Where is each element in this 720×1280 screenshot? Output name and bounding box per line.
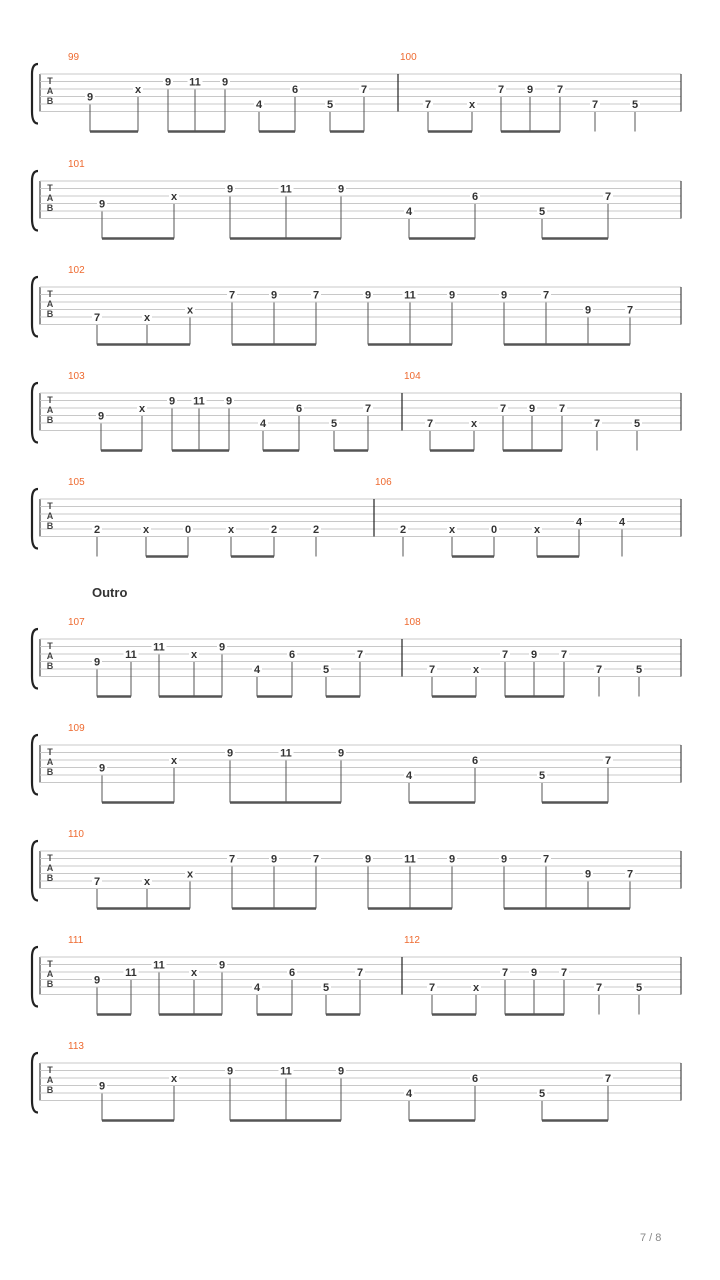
fret-number: 11 (404, 289, 416, 302)
fret-number: 9 (218, 959, 226, 972)
system-bracket (32, 171, 38, 231)
fret-number: 5 (635, 982, 643, 994)
fret-number: x (138, 403, 146, 415)
fret-number: 6 (471, 1073, 479, 1085)
measure-number: 106 (375, 477, 392, 488)
fret-number: 7 (604, 755, 612, 767)
fret-number: 0 (490, 524, 498, 536)
system-bracket (32, 64, 38, 124)
fret-number: 7 (93, 312, 101, 324)
tab-clef-letter: A (46, 86, 54, 96)
fret-number: 9 (337, 1065, 345, 1078)
fret-number: 7 (604, 191, 612, 203)
tab-clef-letter: T (47, 747, 53, 757)
measure-number: 102 (68, 265, 85, 276)
fret-number: 5 (330, 418, 338, 430)
fret-number: 7 (626, 868, 634, 881)
fret-number: 11 (125, 649, 137, 661)
fret-number: 9 (93, 656, 101, 669)
fret-number: 9 (226, 747, 234, 760)
fret-number: 5 (538, 770, 546, 782)
fret-number: 5 (322, 982, 330, 994)
fret-number: 7 (228, 289, 236, 302)
fret-number: 5 (538, 206, 546, 218)
fret-number: x (186, 868, 194, 881)
fret-number: 7 (312, 853, 320, 866)
fret-number: x (533, 524, 541, 536)
measure-number: 109 (68, 723, 85, 734)
fret-number: 11 (153, 959, 165, 972)
measure-number: 113 (68, 1041, 84, 1052)
fret-number: 9 (168, 395, 176, 408)
fret-number: 7 (426, 418, 434, 430)
measure-number: 100 (400, 52, 417, 63)
fret-number: 7 (497, 84, 505, 96)
tab-clef-letter: T (47, 1065, 53, 1075)
system-bracket (32, 1053, 38, 1113)
fret-number: 6 (295, 403, 303, 415)
tab-clef-letter: A (46, 1075, 54, 1085)
fret-number: 4 (253, 664, 261, 676)
fret-number: 9 (86, 91, 94, 104)
fret-number: 4 (575, 516, 583, 529)
tab-clef-letter: T (47, 501, 53, 511)
tab-clef-letter: B (46, 203, 54, 213)
fret-number: 9 (448, 289, 456, 302)
fret-number: 7 (558, 403, 566, 415)
tab-clef-letter: A (46, 757, 54, 767)
fret-number: 7 (499, 403, 507, 415)
fret-number: 2 (270, 524, 278, 536)
fret-number: 9 (337, 183, 345, 196)
tab-clef-letter: T (47, 641, 53, 651)
fret-number: 7 (501, 967, 509, 979)
fret-number: 7 (428, 664, 436, 676)
fret-number: 6 (471, 191, 479, 203)
fret-number: 7 (593, 418, 601, 430)
fret-number: x (186, 304, 194, 317)
fret-number: 5 (631, 99, 639, 111)
system-bracket (32, 277, 38, 337)
fret-number: 7 (542, 289, 550, 302)
fret-number: 9 (530, 649, 538, 661)
fret-number: 5 (326, 99, 334, 111)
fret-number: 9 (364, 289, 372, 302)
system-bracket (32, 629, 38, 689)
measure-number: 110 (68, 829, 84, 840)
fret-number: 11 (404, 853, 416, 866)
fret-number: 7 (542, 853, 550, 866)
fret-number: 9 (526, 84, 534, 96)
fret-number: 4 (253, 982, 261, 994)
fret-number: x (170, 1073, 178, 1085)
tab-clef-letter: T (47, 289, 53, 299)
fret-number: 9 (97, 410, 105, 423)
fret-number: 7 (560, 967, 568, 979)
fret-number: 7 (364, 403, 372, 415)
fret-number: 9 (164, 76, 172, 89)
fret-number: 4 (405, 1088, 413, 1100)
fret-number: x (142, 524, 150, 536)
tab-clef-letter: B (46, 767, 54, 777)
tab-clef-letter: B (46, 979, 54, 989)
fret-number: 9 (364, 853, 372, 866)
fret-number: 6 (291, 84, 299, 96)
fret-number: 4 (259, 418, 267, 430)
fret-number: 6 (471, 755, 479, 767)
fret-number: 9 (226, 1065, 234, 1078)
fret-number: 11 (189, 76, 201, 89)
fret-number: 7 (360, 84, 368, 96)
fret-number: x (190, 649, 198, 661)
fret-number: 2 (93, 524, 101, 536)
fret-number: x (170, 755, 178, 767)
fret-number: x (143, 876, 151, 888)
fret-number: 9 (98, 198, 106, 211)
tab-clef-letter: A (46, 651, 54, 661)
tab-clef-letter: T (47, 853, 53, 863)
tab-clef-letter: B (46, 521, 54, 531)
system-bracket (32, 947, 38, 1007)
tab-clef-letter: A (46, 863, 54, 873)
fret-number: 9 (218, 641, 226, 654)
fret-number: x (190, 967, 198, 979)
fret-number: 7 (626, 304, 634, 317)
tab-clef-letter: T (47, 959, 53, 969)
fret-number: x (134, 84, 142, 96)
system-bracket (32, 841, 38, 901)
fret-number: 11 (280, 747, 292, 760)
fret-number: 11 (280, 1065, 292, 1078)
fret-number: 7 (501, 649, 509, 661)
fret-number: 0 (184, 524, 192, 536)
tab-clef-letter: A (46, 969, 54, 979)
page-number: 7 / 8 (640, 1232, 662, 1244)
fret-number: 11 (280, 183, 292, 196)
system-bracket (32, 383, 38, 443)
fret-number: 9 (270, 289, 278, 302)
fret-number: x (472, 664, 480, 676)
fret-number: 9 (98, 762, 106, 775)
fret-number: 4 (405, 770, 413, 782)
fret-number: 11 (153, 641, 165, 654)
fret-number: 7 (356, 967, 364, 979)
tab-clef-letter: B (46, 309, 54, 319)
fret-number: x (227, 524, 235, 536)
tab-clef-letter: A (46, 193, 54, 203)
fret-number: 9 (448, 853, 456, 866)
measure-number: 111 (68, 935, 84, 946)
fret-number: 5 (635, 664, 643, 676)
fret-number: 2 (312, 524, 320, 536)
fret-number: 2 (399, 524, 407, 536)
section-label-outro: Outro (92, 585, 128, 600)
fret-number: 6 (288, 967, 296, 979)
fret-number: 11 (125, 967, 137, 979)
fret-number: 9 (226, 183, 234, 196)
fret-number: 5 (633, 418, 641, 430)
measure-number: 99 (68, 52, 80, 63)
tab-clef-letter: A (46, 405, 54, 415)
tab-clef-letter: B (46, 661, 54, 671)
tab-clef-letter: T (47, 76, 53, 86)
fret-number: 5 (538, 1088, 546, 1100)
fret-number: 7 (228, 853, 236, 866)
fret-number: 7 (556, 84, 564, 96)
measure-number: 104 (404, 371, 421, 382)
fret-number: x (170, 191, 178, 203)
fret-number: x (468, 99, 476, 111)
fret-number: 7 (604, 1073, 612, 1085)
fret-number: 9 (337, 747, 345, 760)
fret-number: 9 (584, 868, 592, 881)
fret-number: 7 (424, 99, 432, 111)
fret-number: 5 (322, 664, 330, 676)
fret-number: 9 (93, 974, 101, 987)
measure-number: 103 (68, 371, 85, 382)
measure-number: 101 (68, 159, 85, 170)
fret-number: 7 (595, 982, 603, 994)
fret-number: 4 (255, 99, 263, 111)
fret-number: 7 (595, 664, 603, 676)
tab-clef-letter: T (47, 395, 53, 405)
fret-number: 4 (405, 206, 413, 218)
fret-number: x (448, 524, 456, 536)
system-bracket (32, 735, 38, 795)
fret-number: 6 (288, 649, 296, 661)
measure-number: 107 (68, 617, 85, 628)
fret-number: x (143, 312, 151, 324)
fret-number: x (472, 982, 480, 994)
fret-number: 7 (428, 982, 436, 994)
fret-number: 9 (530, 967, 538, 979)
fret-number: 7 (93, 876, 101, 888)
tab-clef-letter: B (46, 96, 54, 106)
fret-number: 9 (225, 395, 233, 408)
fret-number: 9 (584, 304, 592, 317)
tab-clef-letter: B (46, 415, 54, 425)
fret-number: 7 (560, 649, 568, 661)
fret-number: 4 (618, 516, 626, 529)
tab-clef-letter: A (46, 511, 54, 521)
measure-number: 112 (404, 935, 420, 946)
fret-number: 9 (270, 853, 278, 866)
fret-number: 7 (356, 649, 364, 661)
fret-number: 11 (193, 395, 205, 408)
measure-number: 105 (68, 477, 85, 488)
fret-number: 7 (312, 289, 320, 302)
fret-number: x (470, 418, 478, 430)
tab-clef-letter: T (47, 183, 53, 193)
fret-number: 9 (528, 403, 536, 415)
measure-number: 108 (404, 617, 421, 628)
fret-number: 9 (500, 289, 508, 302)
system-bracket (32, 489, 38, 549)
fret-number: 9 (221, 76, 229, 89)
tab-clef-letter: B (46, 873, 54, 883)
fret-number: 9 (500, 853, 508, 866)
tab-clef-letter: B (46, 1085, 54, 1095)
fret-number: 9 (98, 1080, 106, 1093)
fret-number: 7 (591, 99, 599, 111)
tab-clef-letter: A (46, 299, 54, 309)
